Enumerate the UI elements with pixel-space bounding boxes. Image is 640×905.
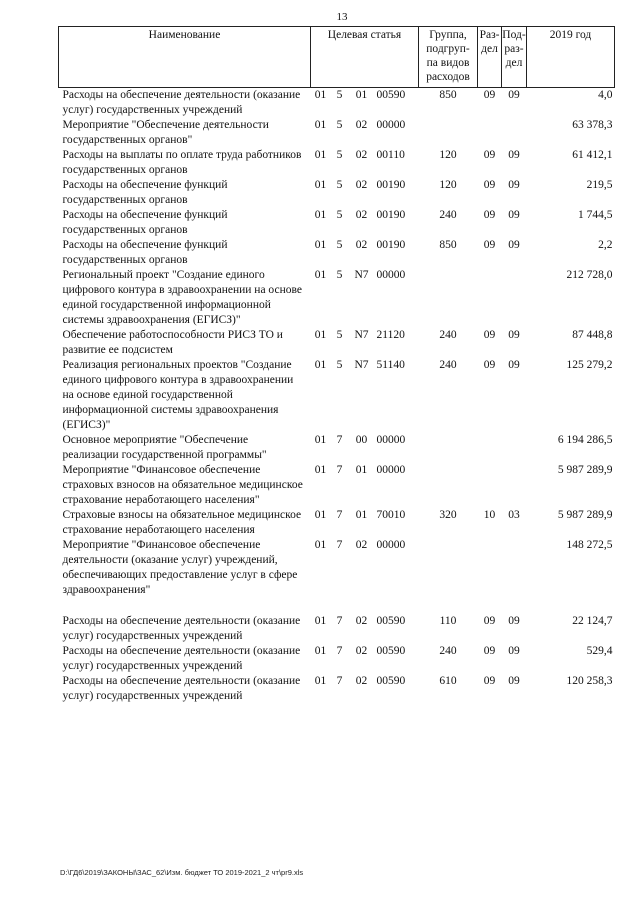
row-code-subprogram: 7 (336, 464, 343, 476)
row-expense-group: 320 (439, 509, 457, 521)
row-code-subprogram: 5 (336, 179, 343, 191)
row-name: Расходы на обеспечение функций государственных органов (62, 179, 228, 206)
row-code-program: 01 (314, 149, 327, 161)
row-subsection: 09 (508, 615, 520, 627)
header-expense-group: Группа, подгруп-па видов расходов (419, 27, 478, 88)
row-name: Расходы на обеспечение деятельности (оказание услуг) государственных учреждений (62, 89, 301, 116)
table-row (59, 328, 615, 358)
row-code-direction: 00000 (376, 434, 406, 446)
row-code-program: 01 (314, 179, 327, 191)
row-amount: 5 987 289,9 (557, 509, 613, 521)
row-expense-group (419, 433, 478, 463)
table-row (59, 433, 615, 463)
row-code-event: N7 (354, 329, 369, 341)
row-section: 09 (483, 329, 496, 341)
row-code-subprogram: 7 (336, 645, 343, 657)
row-name: Расходы на обеспечение деятельности (оказание услуг) государственных учреждений (62, 675, 301, 702)
row-section (478, 118, 502, 148)
row-amount: 1 744,5 (578, 209, 613, 221)
table-row (59, 463, 615, 508)
row-subsection (502, 268, 527, 328)
row-code-event: 02 (355, 615, 368, 627)
row-expense-group: 850 (439, 239, 457, 251)
table-row (59, 268, 615, 328)
row-code-program: 01 (314, 89, 327, 101)
table-row (59, 178, 615, 208)
row-code-event: 02 (355, 675, 368, 687)
row-name: Основное мероприятие "Обеспечение реализации государственной программы" (62, 434, 267, 461)
row-subsection: 09 (508, 645, 520, 657)
row-name: Региональный проект "Создание единого цифрового контура в здравоохранении на основе единой государственной информационной системы здравоохранения (ЕГИСЗ)" (62, 269, 302, 326)
row-amount: 4,0 (598, 89, 613, 101)
row-section (478, 538, 502, 598)
row-name: Мероприятие "Финансовое обеспечение деятельности (оказание услуг) учреждений, обеспечивающих предоставление услуг в сфере здравоохранения" (62, 539, 298, 596)
row-code-direction: 70010 (376, 509, 406, 521)
row-code-event: 02 (355, 645, 368, 657)
row-code-direction: 21120 (376, 329, 405, 341)
row-code-direction: 00190 (376, 209, 406, 221)
table-row (59, 674, 615, 704)
row-expense-group: 240 (439, 359, 457, 371)
row-amount: 148 272,5 (566, 539, 613, 551)
row-code-program: 01 (314, 675, 327, 687)
row-name: Расходы на обеспечение деятельности (оказание услуг) государственных учреждений (62, 615, 301, 642)
row-code-program: 01 (314, 239, 327, 251)
row-name: Расходы на обеспечение деятельности (оказание услуг) государственных учреждений (62, 645, 301, 672)
row-code-direction: 00590 (376, 89, 406, 101)
row-expense-group: 240 (439, 329, 457, 341)
table-row (59, 538, 615, 598)
row-section (478, 268, 502, 328)
row-subsection: 09 (508, 179, 520, 191)
row-code-program: 01 (314, 645, 327, 657)
row-code-subprogram: 5 (336, 149, 343, 161)
table-row (59, 358, 615, 433)
row-code-event: 02 (355, 119, 368, 131)
row-subsection: 09 (508, 359, 520, 371)
row-code-program: 01 (314, 615, 327, 627)
row-code-subprogram: 7 (336, 539, 343, 551)
row-expense-group (419, 268, 478, 328)
row-name: Расходы на выплаты по оплате труда работников государственных органов (62, 149, 302, 176)
row-name: Обеспечение работоспособности РИСЗ ТО и развитие ее подсистем (62, 329, 283, 356)
row-code-event: 02 (355, 209, 368, 221)
table-body (59, 88, 615, 705)
row-amount: 61 412,1 (572, 149, 613, 161)
table-row (59, 208, 615, 238)
header-section: Раз-дел (478, 27, 502, 88)
row-amount: 120 258,3 (566, 675, 613, 687)
row-section: 09 (483, 89, 496, 101)
row-amount: 5 987 289,9 (557, 464, 613, 476)
row-code-subprogram: 5 (336, 359, 343, 371)
row-code-program: 01 (314, 269, 327, 281)
row-section: 09 (483, 179, 496, 191)
row-code-subprogram: 7 (336, 675, 343, 687)
budget-table (58, 26, 615, 704)
row-code-direction: 00190 (376, 239, 406, 251)
row-code-event: 00 (355, 434, 368, 446)
row-section: 10 (483, 509, 496, 521)
row-section (478, 433, 502, 463)
row-code-subprogram: 5 (336, 269, 343, 281)
row-subsection (502, 538, 527, 598)
row-expense-group: 120 (439, 179, 457, 191)
row-code-program: 01 (314, 539, 327, 551)
row-code-subprogram: 5 (336, 119, 343, 131)
row-amount: 6 194 286,5 (557, 434, 613, 446)
row-expense-group: 120 (439, 149, 457, 161)
row-code-event: 02 (355, 179, 368, 191)
row-name: Расходы на обеспечение функций государственных органов (62, 209, 228, 236)
row-section: 09 (483, 149, 496, 161)
row-amount: 219,5 (586, 179, 613, 191)
row-subsection (502, 463, 527, 508)
row-code-event: 02 (355, 239, 368, 251)
row-code-subprogram: 7 (336, 509, 343, 521)
header-target-article: Целевая статья (311, 27, 419, 88)
page-number: 13 (336, 11, 348, 23)
row-code-event: N7 (354, 359, 369, 371)
row-code-subprogram: 5 (336, 239, 343, 251)
row-code-subprogram: 7 (336, 434, 343, 446)
header-subsection: Под-раз-дел (502, 27, 527, 88)
row-expense-group (419, 538, 478, 598)
row-code-subprogram: 5 (336, 89, 343, 101)
row-amount: 63 378,3 (572, 119, 613, 131)
row-subsection: 09 (508, 239, 520, 251)
row-section (478, 463, 502, 508)
row-code-direction: 00590 (376, 675, 406, 687)
row-section: 09 (483, 209, 496, 221)
row-code-program: 01 (314, 329, 327, 341)
row-name: Мероприятие "Обеспечение деятельности государственных органов" (62, 119, 269, 146)
row-name: Страховые взносы на обязательное медицинское страхование неработающего населения (62, 509, 302, 536)
row-code-program: 01 (314, 464, 327, 476)
row-expense-group: 850 (439, 89, 457, 101)
row-name: Реализация региональных проектов "Создание единого цифрового контура в здравоохранении на основе единой государственной информационной системы здравоохранения (ЕГИСЗ)" (62, 359, 294, 431)
header-name: Наименование (59, 27, 311, 88)
row-code-direction: 51140 (376, 359, 405, 371)
table-row (59, 644, 615, 674)
row-code-direction: 00000 (376, 119, 406, 131)
row-code-program: 01 (314, 434, 327, 446)
header-year: 2019 год (527, 27, 615, 88)
row-code-direction: 00110 (376, 149, 405, 161)
row-code-direction: 00000 (376, 539, 406, 551)
footer-file-path: D:\ГД6\2019\ЗАКОНЫ\ЗАС_62\Изм. бюджет ТО 2019-2021_2 чт\pr9.xls (60, 868, 304, 877)
row-code-program: 01 (314, 119, 327, 131)
row-subsection (502, 433, 527, 463)
row-expense-group (419, 463, 478, 508)
row-code-subprogram: 5 (336, 329, 343, 341)
row-code-direction: 00190 (376, 179, 406, 191)
row-subsection: 03 (508, 509, 520, 521)
row-code-event: 01 (355, 89, 368, 101)
row-section: 09 (483, 675, 496, 687)
table-row (59, 118, 615, 148)
row-code-subprogram: 7 (336, 615, 343, 627)
row-code-event: 02 (355, 539, 368, 551)
table-header-row (59, 27, 615, 88)
row-code-event: 01 (355, 509, 368, 521)
row-amount: 529,4 (586, 645, 613, 657)
row-section: 09 (483, 645, 496, 657)
row-amount: 87 448,8 (572, 329, 613, 341)
row-amount: 125 279,2 (566, 359, 613, 371)
row-code-program: 01 (314, 509, 327, 521)
row-expense-group: 610 (439, 675, 457, 687)
row-subsection: 09 (508, 149, 520, 161)
row-amount: 2,2 (598, 239, 613, 251)
row-code-direction: 00590 (376, 615, 406, 627)
row-code-event: 02 (355, 149, 368, 161)
table-row (59, 614, 615, 644)
row-subsection: 09 (508, 209, 520, 221)
row-code-direction: 00000 (376, 269, 406, 281)
row-expense-group: 240 (439, 645, 457, 657)
row-section: 09 (483, 615, 496, 627)
row-subsection: 09 (508, 329, 520, 341)
row-code-event: N7 (354, 269, 369, 281)
row-section: 09 (483, 359, 496, 371)
row-expense-group: 110 (439, 615, 457, 627)
row-code-direction: 00590 (376, 645, 406, 657)
row-code-program: 01 (314, 209, 327, 221)
row-subsection: 09 (508, 675, 520, 687)
row-code-event: 01 (355, 464, 368, 476)
spacer-row (59, 598, 615, 614)
row-code-direction: 00000 (376, 464, 406, 476)
row-amount: 212 728,0 (566, 269, 613, 281)
row-expense-group: 240 (439, 209, 457, 221)
row-code-subprogram: 5 (336, 209, 343, 221)
row-code-program: 01 (314, 359, 327, 371)
row-amount: 22 124,7 (572, 615, 613, 627)
row-subsection (502, 118, 527, 148)
table-row (59, 238, 615, 268)
table-row (59, 148, 615, 178)
row-name: Расходы на обеспечение функций государственных органов (62, 239, 228, 266)
table-row (59, 508, 615, 538)
table-row (59, 88, 615, 119)
row-expense-group (419, 118, 478, 148)
row-subsection: 09 (508, 89, 520, 101)
row-section: 09 (483, 239, 496, 251)
row-name: Мероприятие "Финансовое обеспечение страховых взносов на обязательное медицинское страхование неработающего населения" (62, 464, 303, 506)
